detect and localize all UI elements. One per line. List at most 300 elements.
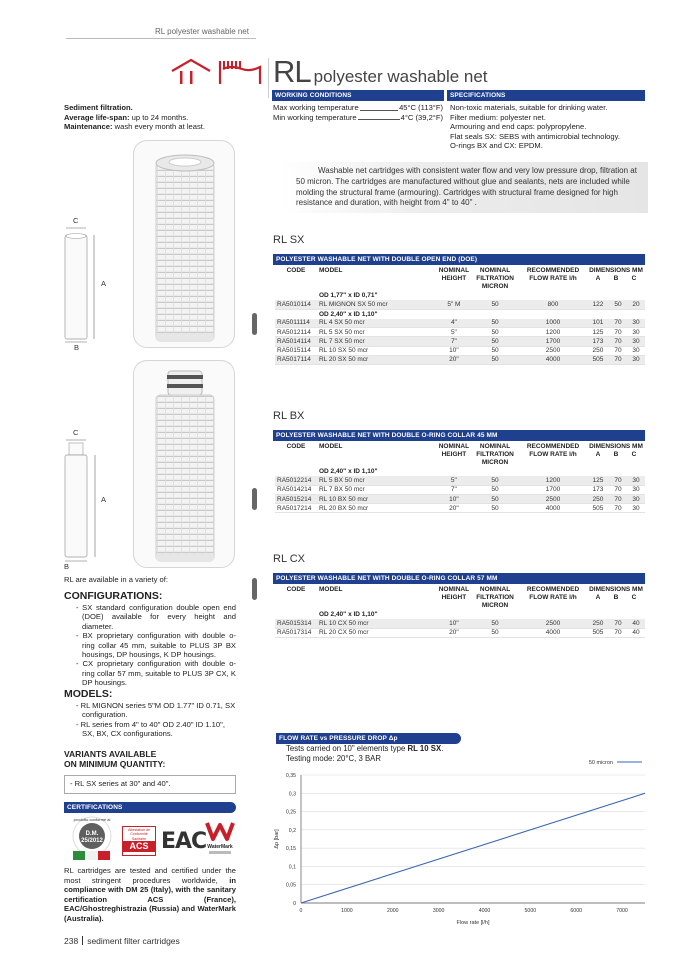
dm-25-2012-logo	[67, 815, 117, 861]
table-cell: 10"	[437, 495, 471, 504]
cert-text: RL cartridges are tested and certified under the most stringent procedures worldwide,	[64, 866, 236, 885]
dim-label-c: C	[73, 428, 79, 437]
table-row	[275, 319, 645, 328]
chart-header-line2: Testing mode: 20°C, 3 BAR	[286, 753, 381, 763]
table-cell: CODE	[286, 586, 306, 593]
table-section-title: RL BX	[273, 410, 305, 422]
variants-box	[64, 775, 236, 794]
table-cell: 7"	[437, 485, 471, 494]
working-label: Min working temperature	[273, 112, 357, 122]
table-cell: 70	[609, 328, 627, 337]
table-header-line: FILTRATION	[476, 275, 514, 282]
spec-item: Filter medium: polyester net.	[450, 112, 546, 122]
dim-letter: C	[631, 275, 637, 282]
working-value: 45°C (113°F)	[399, 103, 443, 112]
table-header-line: FLOW RATE l/h	[529, 275, 577, 282]
table-header-line: FLOW RATE l/h	[529, 594, 577, 601]
dims-title: DIMENSIONS MM	[589, 267, 643, 274]
table-header-cell	[471, 586, 519, 610]
acs-logo	[122, 826, 156, 856]
running-title-rule	[66, 38, 256, 39]
table-cell	[437, 610, 471, 619]
table-cell	[587, 610, 609, 619]
table-cell: 70	[609, 495, 627, 504]
title-rule	[268, 58, 269, 98]
table-cell: 70	[609, 504, 627, 513]
dim-letter: C	[631, 451, 637, 458]
variants-title-line: ON MINIMUM QUANTITY:	[64, 759, 166, 769]
table-header-line: MICRON	[481, 459, 509, 466]
table-cell: 30	[627, 319, 645, 328]
chart-bar: FLOW RATE vs PRESSURE DROP Δp	[276, 733, 461, 744]
dim-label-a: A	[101, 495, 107, 504]
table-header-cell	[437, 443, 471, 467]
table-header-cell	[437, 586, 471, 610]
variants-text: - RL SX series at 30" and 40".	[70, 779, 171, 788]
table-header-line: NOMINAL	[479, 586, 511, 593]
table-cell: OD 1,77" x ID 0,71"	[318, 292, 378, 300]
y-tick-label: 0,05	[285, 882, 296, 889]
footer	[64, 936, 180, 946]
table-cell	[437, 309, 471, 318]
table-bar: POLYESTER WASHABLE NET WITH DOUBLE O-RING COLLAR 57 MM	[273, 573, 645, 584]
table-cell: RL 7 SX 50 mcr	[317, 337, 437, 346]
table-header-line: NOMINAL	[479, 443, 511, 450]
page-title	[273, 54, 488, 90]
table-cell: RA5017314	[275, 628, 317, 637]
table-cell: 50	[471, 628, 519, 637]
table-cell: RA5015314	[275, 619, 317, 628]
table-section-title: RL SX	[273, 234, 305, 246]
table-cell: MODEL	[318, 443, 343, 450]
table-cell: 125	[587, 476, 609, 485]
table-cell: RL 10 SX 50 mcr	[317, 346, 437, 355]
acs-small-text: Attestation de Conformité Sanitaire	[128, 828, 150, 841]
config-item: - SX standard configuration double open end (DOE) available for every height and diameter.	[76, 603, 236, 631]
table-row	[275, 619, 645, 628]
table-cell	[627, 309, 645, 318]
chart-header-text-b: RL 10 SX	[407, 744, 442, 753]
table-cell: 50	[609, 300, 627, 309]
filter-photo-bx	[133, 360, 235, 568]
y-tick-label: 0,2	[288, 827, 296, 834]
table-row	[275, 495, 645, 504]
table-cell: 70	[609, 476, 627, 485]
table-cell: 4000	[519, 504, 587, 513]
house-filter-icon	[170, 57, 212, 85]
table-cell: 70	[609, 337, 627, 346]
filter-photo-sx	[133, 140, 235, 348]
y-tick-label: 0,35	[285, 773, 296, 779]
table-header-line: NOMINAL	[438, 443, 470, 450]
chart-header-line1	[286, 744, 443, 754]
x-tick-label: 4000	[478, 908, 491, 914]
working-label: Max working temperature	[273, 103, 359, 112]
filter-sx-icon	[134, 141, 236, 349]
table-cell	[275, 309, 317, 318]
table-cell: 70	[609, 346, 627, 355]
left-intro	[64, 103, 264, 132]
y-tick-label: 0,3	[288, 791, 296, 798]
table-cell	[437, 291, 471, 300]
table-cell: 7"	[437, 337, 471, 346]
table-cell	[519, 610, 587, 619]
dim-letter: B	[613, 594, 619, 601]
intro-text: up to 24 months.	[129, 112, 189, 122]
table-cell: 10"	[437, 346, 471, 355]
table-row	[275, 485, 645, 494]
y-axis-label: Δp [bar]	[274, 829, 280, 849]
table-cell: 5"	[437, 328, 471, 337]
dims-title: DIMENSIONS MM	[589, 586, 643, 593]
scroll-marker-2	[252, 488, 257, 510]
table-header-cell	[471, 267, 519, 291]
dim-letter: A	[595, 275, 601, 282]
table-cell	[609, 610, 627, 619]
table-cell: RA5017114	[275, 355, 317, 364]
table-cell: 20"	[437, 628, 471, 637]
table-cell	[627, 467, 645, 476]
table-cell: RL 4 SX 50 mcr	[317, 319, 437, 328]
table-header-row	[275, 586, 645, 610]
working-row-min	[273, 113, 443, 123]
table-header-dimensions	[587, 267, 645, 291]
dm-ring-text: prodotto conforme al	[73, 817, 111, 822]
dim-label-b: B	[64, 562, 70, 571]
eac-logo: EAC	[161, 829, 207, 854]
table-cell	[627, 291, 645, 300]
scroll-marker-1	[252, 313, 257, 335]
table-cell: RA5010114	[275, 300, 317, 309]
table-cell	[275, 610, 317, 619]
table-bar: POLYESTER WASHABLE NET WITH DOUBLE O-RING COLLAR 45 MM	[273, 430, 645, 441]
table-cell: 2500	[519, 619, 587, 628]
certifications-text	[64, 866, 236, 923]
table-cell	[275, 467, 317, 476]
table-header-line: MICRON	[481, 602, 509, 609]
table-cell: 5" M	[437, 300, 471, 309]
spec-table	[275, 586, 645, 638]
dims-title: DIMENSIONS MM	[589, 443, 643, 450]
y-tick-label: 0,25	[285, 809, 296, 816]
table-row	[275, 355, 645, 364]
table-cell: 50	[471, 300, 519, 309]
table-cell: RL 20 BX 50 mcr	[317, 504, 437, 513]
table-cell: 125	[587, 328, 609, 337]
table-row	[275, 476, 645, 485]
table-subheader-row	[275, 467, 645, 476]
table-cell: 5"	[437, 476, 471, 485]
table-header-line: HEIGHT	[441, 275, 467, 282]
table-cell: 30	[627, 355, 645, 364]
dims-letters	[589, 275, 643, 283]
intro-line	[64, 103, 264, 113]
y-tick-label: 0,15	[285, 846, 296, 853]
table-cell	[519, 467, 587, 476]
table-cell	[471, 309, 519, 318]
table-cell: 20"	[437, 504, 471, 513]
table-cell: MODEL	[318, 267, 343, 274]
table-cell: 1700	[519, 337, 587, 346]
table-cell: 70	[609, 485, 627, 494]
dim-letter: C	[631, 594, 637, 601]
table-cell: 30	[627, 485, 645, 494]
dims-letters	[589, 594, 643, 602]
table-header-line: NOMINAL	[438, 267, 470, 274]
table-cell	[519, 291, 587, 300]
specifications-list	[450, 103, 650, 151]
configurations-title: CONFIGURATIONS:	[64, 590, 163, 602]
table-row	[275, 346, 645, 355]
table-row	[275, 328, 645, 337]
watermark-text: WaterMark	[207, 844, 233, 850]
table-bar: POLYESTER WASHABLE NET WITH DOUBLE OPEN END (DOE)	[273, 254, 645, 265]
table-cell: MODEL	[318, 586, 343, 593]
table-cell: RL 5 BX 50 mcr	[317, 476, 437, 485]
table-cell: 1700	[519, 485, 587, 494]
table-cell: 40	[627, 628, 645, 637]
title-rest: polyester washable net	[313, 67, 488, 86]
legend-label: 50 micron	[588, 760, 613, 766]
intro-label: Sediment filtration.	[64, 103, 133, 112]
intro-paragraph: Washable net cartridges with consistent water flow and very low pressure drop, filtration at 50 micron. The cartridges are manufactured without glue and sealants, nets are included while molding the structural frame (armouring). Cartridges with structural frame designed for high resistance and duration, with height from 4" to 40" .	[282, 162, 648, 213]
y-tick-label: 0	[293, 901, 296, 907]
table-cell: 50	[471, 346, 519, 355]
table-cell: 50	[471, 337, 519, 346]
table-cell	[609, 309, 627, 318]
spec-item: Armouring and end caps: polypropylene.	[450, 122, 587, 132]
page-number: 238	[64, 936, 79, 946]
table-header-line: RECOMMENDED	[526, 443, 580, 450]
table-cell: 30	[627, 328, 645, 337]
table-cell	[471, 467, 519, 476]
table-cell: RA5012114	[275, 328, 317, 337]
table-cell: RA5012214	[275, 476, 317, 485]
dim-letter: B	[613, 275, 619, 282]
x-tick-label: 2000	[386, 908, 399, 914]
table-cell: 250	[587, 619, 609, 628]
filter-bx-icon	[134, 361, 236, 569]
table-cell: 20"	[437, 355, 471, 364]
title-rl: RL	[273, 54, 311, 89]
table-cell: 2500	[519, 346, 587, 355]
acs-text: ACS	[123, 841, 155, 852]
x-tick-label: 6000	[570, 908, 582, 914]
x-tick-label: 5000	[524, 908, 537, 914]
table-header-line: RECOMMENDED	[526, 586, 580, 593]
table-cell: 505	[587, 355, 609, 364]
flow-rate-chart	[268, 755, 658, 930]
table-cell: 70	[609, 619, 627, 628]
working-value: 4°C (39,2°F)	[400, 112, 443, 122]
dim-label-a: A	[101, 279, 107, 288]
configurations-list	[72, 603, 236, 688]
intro-label: Average life-span:	[64, 112, 130, 122]
table-cell: 20	[627, 300, 645, 309]
table-cell: 50	[471, 476, 519, 485]
table-cell: RA5014114	[275, 337, 317, 346]
table-cell: RL 20 SX 50 mcr	[317, 355, 437, 364]
table-cell: 173	[587, 337, 609, 346]
x-axis-label: Flow rate [l/h]	[456, 920, 490, 926]
table-cell	[627, 610, 645, 619]
table-header-line: NOMINAL	[438, 586, 470, 593]
intro-line	[64, 122, 264, 132]
table-cell: RA5015214	[275, 495, 317, 504]
cert-text-bold: in compliance with DM 25 (Italy), with the sanitary certification ACS (France), EAC/Ghostreghistrazia (Russia) and WaterMark (Australia).	[64, 875, 236, 923]
x-tick-label: 0	[299, 908, 303, 914]
footer-divider	[82, 936, 83, 945]
table-cell	[609, 467, 627, 476]
table-cell: RL 10 BX 50 mcr	[317, 495, 437, 504]
spec-item: Flat seals SX: SEBS with antimicrobial technology.	[450, 131, 620, 141]
table-cell: 70	[609, 355, 627, 364]
table-cell: RL 7 BX 50 mcr	[317, 485, 437, 494]
table-header-row	[275, 267, 645, 291]
table-cell	[587, 467, 609, 476]
table-cell: 250	[587, 495, 609, 504]
table-cell: 250	[587, 346, 609, 355]
table-cell: OD 2,40" x ID 1,10"	[318, 468, 378, 476]
working-row-max	[273, 103, 443, 113]
table-cell	[275, 291, 317, 300]
table-header-cell	[519, 443, 587, 467]
table-cell: RA5011114	[275, 319, 317, 328]
intro-label: Maintenance:	[64, 122, 113, 132]
table-cell: CODE	[286, 267, 306, 274]
table-cell: RL MIGNON SX 50 mcr	[317, 300, 437, 309]
dim-label-b: B	[74, 343, 80, 352]
table-header-cell	[519, 586, 587, 610]
specifications-bar: SPECIFICATIONS	[447, 90, 645, 101]
table-cell	[519, 309, 587, 318]
config-item: - BX proprietary configuration with double o-ring collar 45 mm, suitable to PLUS 3P BX housings, DP housings, K DP housings.	[76, 631, 236, 660]
table-cell: 30	[627, 337, 645, 346]
dim-letter: A	[595, 451, 601, 458]
table-header-dimensions	[587, 443, 645, 467]
chart-header-text-c: .	[441, 744, 444, 753]
table-header-dimensions	[587, 586, 645, 610]
table-cell: 10"	[437, 619, 471, 628]
model-item: - RL series from 4" to 40" OD 2.40" ID 1.10", SX, BX, CX configurations.	[76, 719, 225, 739]
table-header-row	[275, 443, 645, 467]
table-section-title: RL CX	[273, 553, 305, 565]
table-cell: 2500	[519, 495, 587, 504]
table-cell: 505	[587, 504, 609, 513]
table-header-cell	[437, 267, 471, 291]
table-cell	[471, 610, 519, 619]
dm-line1: D.M.	[85, 831, 99, 837]
table-cell	[471, 291, 519, 300]
spec-table	[275, 267, 645, 365]
working-conditions-bar: WORKING CONDITIONS	[272, 90, 444, 101]
chart-header-text-a: Tests carried on 10" elements type	[286, 744, 408, 753]
table-header-line: RECOMMENDED	[526, 267, 580, 274]
model-item: - RL MIGNON series 5"M OD 1.77" ID 0.71, SX configuration.	[76, 701, 236, 720]
table-cell: RL 5 SX 50 mcr	[317, 328, 437, 337]
table-row	[275, 337, 645, 346]
intro-line	[64, 113, 264, 123]
table-header-line: FLOW RATE l/h	[529, 451, 577, 458]
variants-title-line: VARIANTS AVAILABLE	[64, 749, 157, 759]
table-cell: RL 10 CX 50 mcr	[317, 619, 437, 628]
table-cell: 1200	[519, 328, 587, 337]
table-header-line: MICRON	[481, 283, 509, 290]
table-cell: 50	[471, 319, 519, 328]
footer-section: sediment filter cartridges	[87, 936, 180, 946]
working-conditions	[273, 103, 443, 122]
table-header-cell	[471, 443, 519, 467]
table-cell: 50	[471, 328, 519, 337]
y-tick-label: 0,1	[288, 864, 296, 871]
table-header-cell	[519, 267, 587, 291]
models-list	[72, 701, 236, 739]
table-cell: 4000	[519, 355, 587, 364]
spec-item: O-rings BX and CX: EPDM.	[450, 141, 543, 151]
dim-label-c: C	[73, 216, 79, 225]
config-item: - CX proprietary configuration with double o-ring collar 57 mm, suitable to PLUS 3P CX, K DP housings.	[76, 659, 236, 688]
table-cell: 4000	[519, 628, 587, 637]
radiator-icon	[218, 57, 262, 85]
table-header-line: FILTRATION	[476, 451, 514, 458]
table-cell: RA5015114	[275, 346, 317, 355]
table-header-line: HEIGHT	[441, 451, 467, 458]
table-cell: 30	[627, 504, 645, 513]
table-cell: CODE	[286, 443, 306, 450]
table-subheader-row	[275, 610, 645, 619]
table-cell: 1200	[519, 476, 587, 485]
table-cell: 800	[519, 300, 587, 309]
table-cell: 50	[471, 485, 519, 494]
table-cell: 50	[471, 355, 519, 364]
table-cell: 50	[471, 504, 519, 513]
table-cell: 1000	[519, 319, 587, 328]
table-cell: 505	[587, 628, 609, 637]
table-cell	[587, 291, 609, 300]
scroll-marker-3	[252, 578, 257, 600]
table-cell: 70	[609, 628, 627, 637]
table-cell: OD 2,40" x ID 1,10"	[318, 310, 378, 318]
table-cell: 30	[627, 476, 645, 485]
spec-table	[275, 443, 645, 513]
x-tick-label: 3000	[432, 908, 445, 914]
dim-letter: B	[613, 451, 619, 458]
table-header-line: HEIGHT	[441, 594, 467, 601]
table-cell: 173	[587, 485, 609, 494]
watermark-logo	[203, 817, 237, 857]
table-cell: RL 20 CX 50 mcr	[317, 628, 437, 637]
variety-text: RL are available in a variety of:	[64, 575, 168, 584]
models-title: MODELS:	[64, 688, 113, 700]
table-row	[275, 504, 645, 513]
table-cell	[437, 467, 471, 476]
dm-line2: 25/2012	[81, 838, 103, 844]
table-cell: 70	[609, 319, 627, 328]
x-tick-label: 1000	[341, 908, 353, 914]
intro-text: wash every month at least.	[112, 122, 205, 132]
table-cell	[609, 291, 627, 300]
table-cell: 40	[627, 619, 645, 628]
table-cell: 30	[627, 495, 645, 504]
table-header-line: FILTRATION	[476, 594, 514, 601]
table-cell: OD 2,40" x ID 1,10"	[318, 611, 378, 619]
table-cell: 122	[587, 300, 609, 309]
table-cell: RA5014214	[275, 485, 317, 494]
table-cell: 50	[471, 495, 519, 504]
dim-letter: A	[595, 594, 601, 601]
table-cell	[587, 309, 609, 318]
table-cell: 4"	[437, 319, 471, 328]
